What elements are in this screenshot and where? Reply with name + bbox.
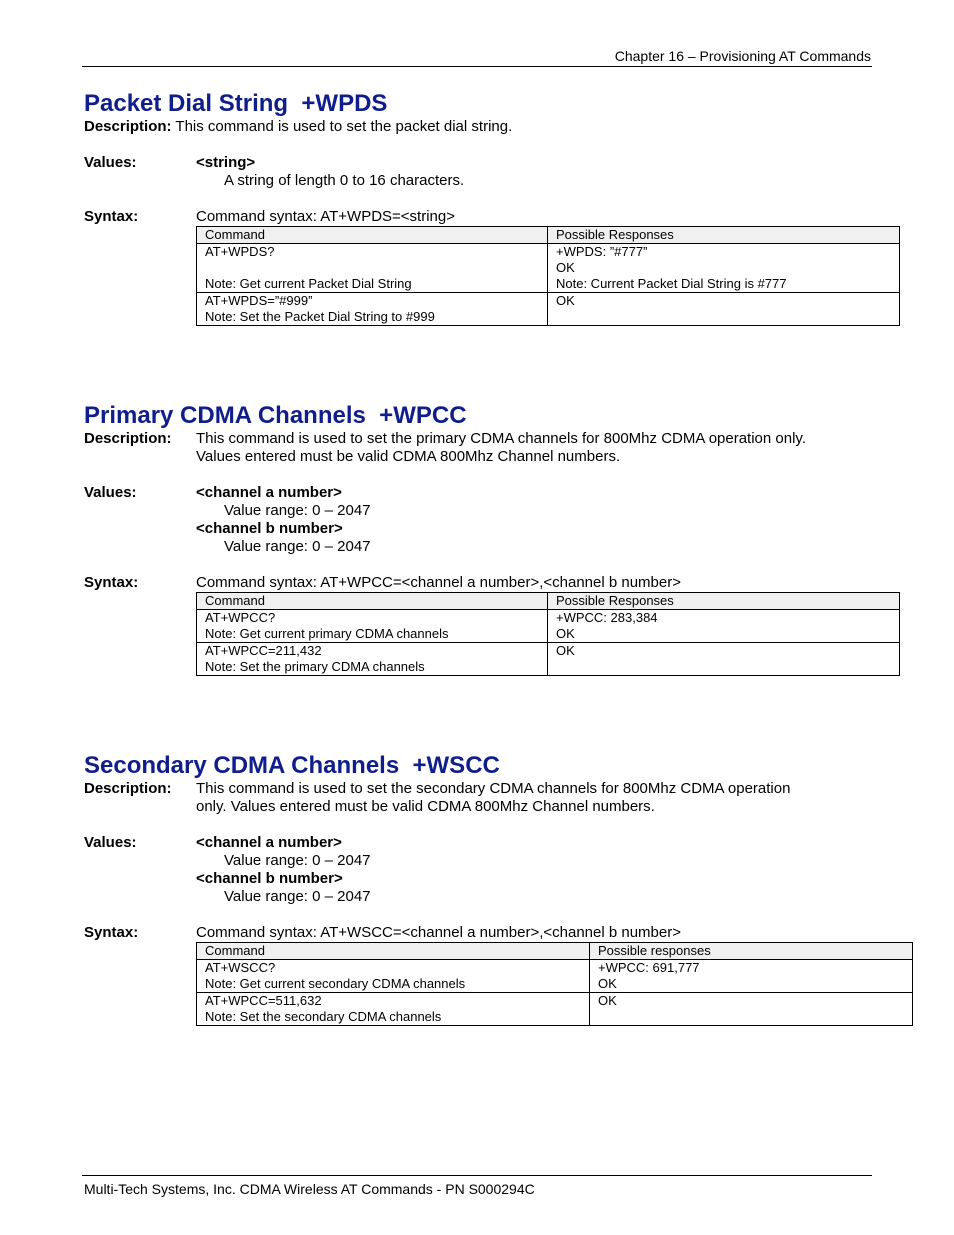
value-name: <channel a number> [196,484,342,501]
response-line: OK [556,293,575,308]
table-header-row [197,227,900,244]
table-header-row [197,943,913,960]
value-name: <channel b number> [196,520,343,537]
table-header-cell: Possible Responses [548,227,900,244]
command-line: Note: Get current Packet Dial String [205,276,412,291]
table-row [197,244,900,293]
description-label: Description: [84,430,172,447]
description-row [84,780,914,816]
page-footer: Multi-Tech Systems, Inc. CDMA Wireless AT Commands - PN S000294C [84,1181,535,1197]
command-line: Note: Set the primary CDMA channels [205,659,425,674]
command-cell [197,960,590,993]
page-header: Chapter 16 – Provisioning AT Commands [614,48,871,64]
value-detail: Value range: 0 – 2047 [224,538,371,555]
response-cell [548,610,900,643]
syntax-text: Command syntax: AT+WSCC=<channel a number>,<channel b number> [196,924,681,941]
syntax-label: Syntax: [84,924,139,941]
table-header-cell: Possible Responses [548,593,900,610]
value-name: <channel b number> [196,870,343,887]
header-divider [82,66,872,67]
value-detail: Value range: 0 – 2047 [224,888,371,905]
response-line: +WPCC: 691,777 [598,960,700,975]
section-title: Primary CDMA Channels +WPCC [84,402,467,429]
response-cell [590,960,913,993]
command-line-blank [205,260,539,276]
command-cell [197,643,548,676]
table-header-cell: Possible responses [590,943,913,960]
command-line: Note: Set the Packet Dial String to #999 [205,309,435,324]
footer-divider [82,1175,872,1176]
command-line: AT+WPCC? [205,610,276,625]
values-label: Values: [84,154,137,171]
values-row [84,154,914,190]
command-line: AT+WPCC=211,432 [205,643,322,658]
syntax-row [84,574,914,592]
command-line: AT+WPCC=511,632 [205,993,322,1008]
description-text: This command is used to set the packet dial string. [175,118,513,135]
command-cell [197,293,548,326]
values-row [84,834,914,906]
section-title: Secondary CDMA Channels +WSCC [84,752,500,779]
value-detail: Value range: 0 – 2047 [224,502,371,519]
response-cell [548,244,900,293]
value-name: <string> [196,154,256,171]
command-table [196,942,913,1026]
description-label: Description: [84,780,172,797]
table-header-cell: Command [197,227,548,244]
response-line: OK [556,626,575,641]
response-cell [548,643,900,676]
description-line: This command is used to set the primary CDMA channels for 800Mhz CDMA operation only. [196,430,806,447]
syntax-row [84,208,914,226]
command-line: AT+WPDS=”#999” [205,293,313,308]
response-cell [548,293,900,326]
command-table [196,592,900,676]
value-detail: Value range: 0 – 2047 [224,852,371,869]
section-title: Packet Dial String +WPDS [84,90,388,117]
command-cell [197,993,590,1026]
command-line: AT+WPDS? [205,244,275,259]
table-row [197,293,900,326]
table-header-cell: Command [197,943,590,960]
values-label: Values: [84,484,137,501]
section-wscc [84,752,914,1026]
table-header-row [197,593,900,610]
section-wpcc [84,402,914,676]
description-label: Description: [84,118,172,135]
response-line: +WPCC: 283,384 [556,610,658,625]
syntax-text: Command syntax: AT+WPDS=<string> [196,208,455,225]
response-cell [590,993,913,1026]
response-line: OK [556,643,575,658]
value-detail: A string of length 0 to 16 characters. [224,172,465,189]
command-table [196,226,900,326]
command-line: Note: Get current secondary CDMA channels [205,976,466,991]
syntax-row [84,924,914,942]
section-wpds [84,90,914,326]
table-row [197,993,913,1026]
syntax-text: Command syntax: AT+WPCC=<channel a number>,<channel b number> [196,574,681,591]
table-row [197,960,913,993]
response-line: OK [598,993,617,1008]
table-row [197,610,900,643]
command-cell [197,244,548,293]
description-row [84,430,914,466]
table-row [197,643,900,676]
description-line: Values entered must be valid CDMA 800Mhz Channel numbers. [196,448,621,465]
response-line: +WPDS: ”#777” [556,244,648,259]
response-line: OK [598,976,617,991]
description-row [84,118,914,136]
value-name: <channel a number> [196,834,342,851]
response-line: OK [556,260,575,275]
values-row [84,484,914,556]
table-header-cell: Command [197,593,548,610]
syntax-label: Syntax: [84,574,139,591]
command-line: Note: Get current primary CDMA channels [205,626,449,641]
description-line: This command is used to set the secondary CDMA channels for 800Mhz CDMA operation [196,780,791,797]
command-line: AT+WSCC? [205,960,276,975]
command-line: Note: Set the secondary CDMA channels [205,1009,442,1024]
values-label: Values: [84,834,137,851]
response-line: Note: Current Packet Dial String is #777 [556,276,787,291]
command-cell [197,610,548,643]
description-line: only. Values entered must be valid CDMA 800Mhz Channel numbers. [196,798,655,815]
syntax-label: Syntax: [84,208,139,225]
